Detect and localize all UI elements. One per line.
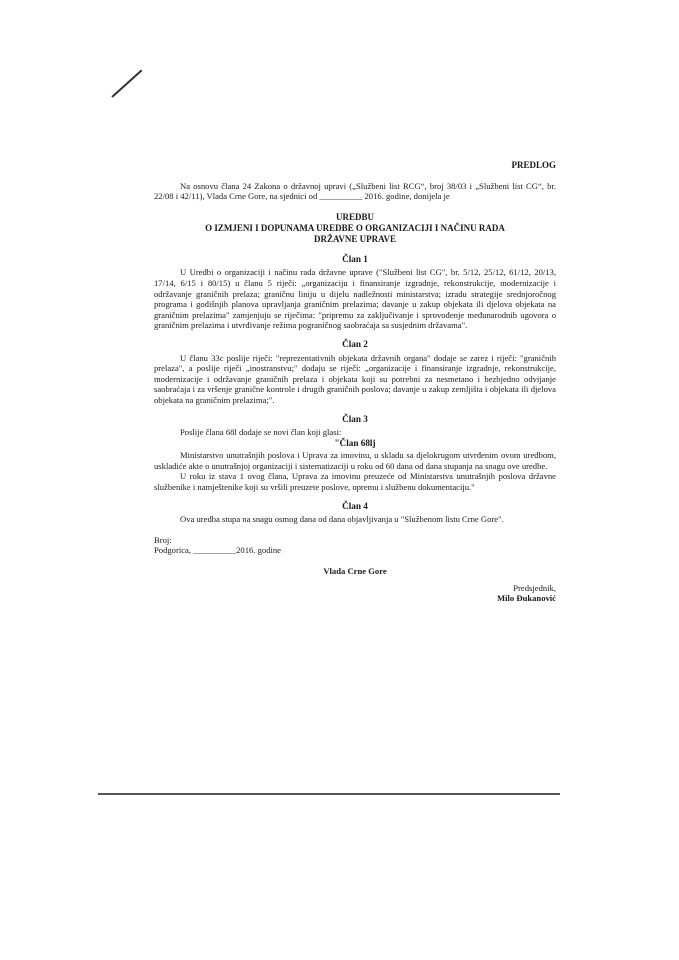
president-title: Predsjednik, (513, 582, 556, 593)
article-1-heading: Član 1 (342, 253, 368, 264)
article-4-heading: Član 4 (342, 500, 368, 511)
preamble: Na osnovu člana 24 Zakona o državnoj upravi („Službeni list RCG“, broj 38/03 i „Službeni list CG“, br. 22/08 i 42/11), Vlada Crne Gore, na sjednici od __________ 2016. godine, donijela je (154, 180, 556, 202)
proposal-label: PREDLOG (511, 160, 556, 170)
government-name: Vlada Crne Gore (323, 566, 387, 577)
title-line-1: UREDBU (335, 211, 374, 222)
article-2-text: U članu 33c poslije riječi: "reprezentativnih objekata državnih organa" dodaje se zarez i riječi: "graničnih prelaza", a poslije riječi „inostranstvu;" dodaju se riječi: „organizacije i finansiranje izgradnje, rekonstrukcije, modernizacije i održavanje graničnih prelaza i objekata koji su potrebni za nesmetano i bezbjedno odvijanje saobraćaja i za vršenje granične kontrole i drugih graničnih poslova; davanje u zakup zemljišta i objekata ili djelova objekata na graničnim prelazima;". (154, 352, 556, 405)
place-date: Podgorica, __________2016. godine (154, 545, 281, 556)
new-article-paragraph-1: Ministarstvo unutrašnjih poslova i Uprava za imovinu, u skladu sa djelokrugom utvrđenim ovom uredbom, uskladiće akte o unutrašnjoj organizaciji i sistematizaciji u roku od 60 dana od dana stupanja na snagu ove uredbe. (154, 450, 556, 471)
president-name: Milo Đukanović (497, 593, 556, 604)
title-line-3: DRŽAVNE UPRAVE (314, 233, 396, 244)
article-3-text: Poslije člana 68l dodaje se novi član koji glasi: (180, 427, 342, 438)
pen-mark (111, 69, 142, 97)
document-title (154, 212, 556, 245)
new-article-paragraph-2: U roku iz stava 1 ovog člana, Uprava za imovinu preuzeće od Ministarstva unutrašnjih poslova državne službenike i namještenike koji su vršili preuzete poslove, opremu i službenu dokumentaciju." (154, 471, 556, 493)
document-body (154, 160, 556, 604)
article-3-heading: Član 3 (342, 413, 368, 424)
article-2-heading: Član 2 (342, 338, 368, 349)
bottom-rule (98, 793, 560, 795)
title-line-2: O IZMJENI I DOPUNAMA UREDBE O ORGANIZACIJI I NAČINU RADA (205, 222, 505, 233)
signature-block (154, 535, 556, 604)
article-1-text: U Uredbi o organizaciji i načinu rada državne uprave ("Službeni list CG", br. 5/12, 25/12, 61/12, 20/13, 17/14, 6/15 i 80/15) u članu 5 riječi: „organizaciju i finansiranje izgradnje, rekonstrukcije, modernizacije i održavanje graničnih prelaza; graničnu liniju u dijelu nadležnosti ministarstva; izradu strategije srednjoročnog programa i godišnjih planova upravljanja graničnim prelazima; davanje u zakup objekata ili djelova objekata na graničnim prelazima" zamjenjuju se riječima: "pripremu za zaključivanje i sprovođenje međunarodnih ugovora o graničnim prelazima i utvrđivanje režima pograničnog saobraćaja sa susjednim državama". (154, 267, 556, 331)
reference-number: Broj: (154, 534, 172, 545)
article-4-text: Ova uredba stupa na snagu osmog dana od dana objavljivanja u "Službenom listu Crne Gore". (180, 514, 504, 525)
new-article-heading: "Član 68lj (334, 437, 376, 448)
